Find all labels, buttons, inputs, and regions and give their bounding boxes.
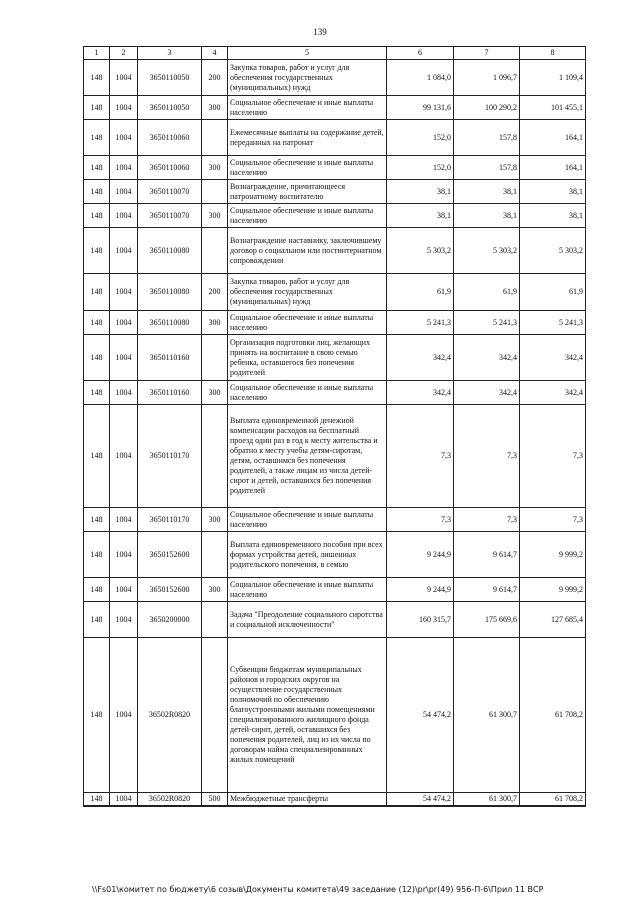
amount-year2: 342,4 — [454, 335, 520, 381]
section-code: 1004 — [110, 120, 138, 156]
expense-type — [202, 532, 228, 578]
amount-year1: 7,3 — [387, 508, 454, 532]
section-code: 1004 — [110, 311, 138, 335]
section-code: 1004 — [110, 228, 138, 274]
amount-year2: 61 300,7 — [454, 793, 520, 806]
ministry-code: 148 — [84, 578, 110, 602]
col-header: 5 — [228, 47, 387, 60]
target-article: 3650110050 — [138, 60, 202, 96]
table-row — [84, 381, 586, 405]
section-code: 1004 — [110, 532, 138, 578]
item-name: Вознаграждение наставнику, заключившему договор о социальном или постинтернатном сопровождении — [228, 228, 387, 274]
target-article: 3650110080 — [138, 311, 202, 335]
target-article: 3650110160 — [138, 335, 202, 381]
ministry-code: 148 — [84, 793, 110, 806]
section-code: 1004 — [110, 180, 138, 204]
section-code: 1004 — [110, 274, 138, 311]
amount-year2: 5 241,3 — [454, 311, 520, 335]
ministry-code: 148 — [84, 638, 110, 793]
expense-type: 300 — [202, 578, 228, 602]
section-code: 1004 — [110, 335, 138, 381]
ministry-code: 148 — [84, 335, 110, 381]
amount-year3: 61,9 — [520, 274, 586, 311]
amount-year1: 152,0 — [387, 156, 454, 180]
amount-year1: 7,3 — [387, 405, 454, 508]
item-name: Задача "Преодоление социального сиротства и социальной исключенности" — [228, 602, 387, 638]
table-row — [84, 204, 586, 228]
amount-year1: 342,4 — [387, 335, 454, 381]
col-header: 2 — [110, 47, 138, 60]
amount-year1: 152,0 — [387, 120, 454, 156]
item-name: Социальное обеспечение и иные выплаты населению — [228, 156, 387, 180]
col-header: 3 — [138, 47, 202, 60]
table-row — [84, 578, 586, 602]
amount-year1: 38,1 — [387, 180, 454, 204]
table-row — [84, 335, 586, 381]
ministry-code: 148 — [84, 204, 110, 228]
section-code: 1004 — [110, 578, 138, 602]
item-name: Межбюджетные трансферты — [228, 793, 387, 806]
section-code: 1004 — [110, 96, 138, 120]
target-article: 3650110060 — [138, 120, 202, 156]
ministry-code: 148 — [84, 602, 110, 638]
amount-year1: 160 315,7 — [387, 602, 454, 638]
target-article: 3650110170 — [138, 405, 202, 508]
amount-year3: 61 708,2 — [520, 638, 586, 793]
section-code: 1004 — [110, 60, 138, 96]
amount-year3: 1 109,4 — [520, 60, 586, 96]
item-name: Субвенции бюджетам муниципальных районов и городских округов на осуществление государственных полномочий по обеспечению благоустроенными жилыми помещениями специализированного жилищного фонда детей-сирот, детей, оставшихся без попечения родителей, лиц из их числа по договорам найма специализированных жилых помещений — [228, 638, 387, 793]
target-article: 3650200000 — [138, 602, 202, 638]
amount-year2: 61 300,7 — [454, 638, 520, 793]
expense-type: 300 — [202, 311, 228, 335]
amount-year3: 7,3 — [520, 405, 586, 508]
amount-year1: 342,4 — [387, 381, 454, 405]
target-article: 3650110070 — [138, 180, 202, 204]
target-article: 36502R0820 — [138, 793, 202, 806]
target-article: 3650152600 — [138, 578, 202, 602]
table-header — [84, 47, 586, 60]
section-code: 1004 — [110, 638, 138, 793]
budget-table — [83, 46, 586, 807]
target-article: 36502R0820 — [138, 638, 202, 793]
amount-year2: 61,9 — [454, 274, 520, 311]
item-name: Ежемесячные выплаты на содержание детей, переданных на патронат — [228, 120, 387, 156]
item-name: Социальное обеспечение и иные выплаты населению — [228, 96, 387, 120]
table-row — [84, 228, 586, 274]
amount-year1: 1 084,0 — [387, 60, 454, 96]
expense-type: 200 — [202, 60, 228, 96]
item-name: Выплата единовременного пособия при всех формах устройства детей, лишенных родительского попечения, в семью — [228, 532, 387, 578]
ministry-code: 148 — [84, 120, 110, 156]
expense-type — [202, 405, 228, 508]
col-header: 1 — [84, 47, 110, 60]
ministry-code: 148 — [84, 381, 110, 405]
expense-type: 300 — [202, 156, 228, 180]
item-name: Вознаграждение, причитающееся патронатному воспитателю — [228, 180, 387, 204]
amount-year3: 5 303,2 — [520, 228, 586, 274]
table-row — [84, 602, 586, 638]
amount-year3: 38,1 — [520, 204, 586, 228]
expense-type — [202, 638, 228, 793]
target-article: 3650152600 — [138, 532, 202, 578]
item-name: Социальное обеспечение и иные выплаты населению — [228, 204, 387, 228]
section-code: 1004 — [110, 793, 138, 806]
section-code: 1004 — [110, 204, 138, 228]
table-row — [84, 96, 586, 120]
ministry-code: 148 — [84, 311, 110, 335]
table-body — [84, 60, 586, 806]
item-name: Социальное обеспечение и иные выплаты населению — [228, 381, 387, 405]
expense-type: 500 — [202, 793, 228, 806]
ministry-code: 148 — [84, 60, 110, 96]
item-name: Социальное обеспечение и иные выплаты населению — [228, 311, 387, 335]
expense-type: 300 — [202, 381, 228, 405]
table-row — [84, 60, 586, 96]
amount-year3: 5 241,3 — [520, 311, 586, 335]
ministry-code: 148 — [84, 180, 110, 204]
expense-type — [202, 120, 228, 156]
expense-type — [202, 602, 228, 638]
amount-year3: 38,1 — [520, 180, 586, 204]
section-code: 1004 — [110, 405, 138, 508]
ministry-code: 148 — [84, 405, 110, 508]
item-name: Организация подготовки лиц, желающих принять на воспитание в свою семью ребенка, оставшегося без попечения родителей — [228, 335, 387, 381]
amount-year3: 164,1 — [520, 120, 586, 156]
ministry-code: 148 — [84, 532, 110, 578]
section-code: 1004 — [110, 508, 138, 532]
table-row — [84, 793, 586, 806]
amount-year1: 5 303,2 — [387, 228, 454, 274]
amount-year1: 54 474,2 — [387, 638, 454, 793]
table-row — [84, 311, 586, 335]
target-article: 3650110080 — [138, 228, 202, 274]
section-code: 1004 — [110, 381, 138, 405]
expense-type: 200 — [202, 274, 228, 311]
item-name: Выплата единовременной денежной компенсации расходов на бесплатный проезд один раз в год к месту жительства и обратно к месту учебы детям-сиротам, детям, оставшимся без попечения родителей, а также лицам из числа детей-сирот и детей, оставшихся без попечения родителей — [228, 405, 387, 508]
expense-type — [202, 180, 228, 204]
expense-type — [202, 228, 228, 274]
table-row — [84, 274, 586, 311]
ministry-code: 148 — [84, 274, 110, 311]
ministry-code: 148 — [84, 96, 110, 120]
amount-year3: 9 999,2 — [520, 532, 586, 578]
amount-year2: 9 614,7 — [454, 578, 520, 602]
item-name: Социальное обеспечение и иные выплаты населению — [228, 508, 387, 532]
item-name: Закупка товаров, работ и услуг для обеспечения государственных (муниципальных) нужд — [228, 60, 387, 96]
target-article: 3650110060 — [138, 156, 202, 180]
ministry-code: 148 — [84, 508, 110, 532]
target-article: 3650110170 — [138, 508, 202, 532]
target-article: 3650110080 — [138, 274, 202, 311]
amount-year3: 342,4 — [520, 381, 586, 405]
table-row — [84, 508, 586, 532]
amount-year3: 164,1 — [520, 156, 586, 180]
section-code: 1004 — [110, 602, 138, 638]
header-row — [84, 47, 586, 60]
expense-type — [202, 335, 228, 381]
amount-year3: 101 455,1 — [520, 96, 586, 120]
amount-year1: 54 474,2 — [387, 793, 454, 806]
expense-type: 300 — [202, 508, 228, 532]
amount-year2: 38,1 — [454, 180, 520, 204]
page-number: 139 — [313, 27, 327, 37]
amount-year2: 38,1 — [454, 204, 520, 228]
amount-year3: 127 685,4 — [520, 602, 586, 638]
amount-year1: 99 131,6 — [387, 96, 454, 120]
amount-year2: 157,8 — [454, 156, 520, 180]
table-row — [84, 120, 586, 156]
table-row — [84, 532, 586, 578]
amount-year1: 61,9 — [387, 274, 454, 311]
section-code: 1004 — [110, 156, 138, 180]
ministry-code: 148 — [84, 156, 110, 180]
amount-year1: 9 244,9 — [387, 532, 454, 578]
ministry-code: 148 — [84, 228, 110, 274]
table-row — [84, 156, 586, 180]
expense-type: 300 — [202, 204, 228, 228]
col-header: 8 — [520, 47, 586, 60]
amount-year2: 7,3 — [454, 405, 520, 508]
amount-year1: 38,1 — [387, 204, 454, 228]
col-header: 7 — [454, 47, 520, 60]
target-article: 3650110050 — [138, 96, 202, 120]
amount-year2: 7,3 — [454, 508, 520, 532]
amount-year2: 1 096,7 — [454, 60, 520, 96]
table-row — [84, 638, 586, 793]
amount-year2: 9 614,7 — [454, 532, 520, 578]
amount-year2: 5 303,2 — [454, 228, 520, 274]
amount-year1: 5 241,3 — [387, 311, 454, 335]
target-article: 3650110160 — [138, 381, 202, 405]
amount-year2: 175 669,6 — [454, 602, 520, 638]
amount-year1: 9 244,9 — [387, 578, 454, 602]
amount-year3: 61 708,2 — [520, 793, 586, 806]
amount-year2: 157,8 — [454, 120, 520, 156]
table-row — [84, 180, 586, 204]
amount-year3: 7,3 — [520, 508, 586, 532]
item-name: Закупка товаров, работ и услуг для обеспечения государственных (муниципальных) нужд — [228, 274, 387, 311]
item-name: Социальное обеспечение и иные выплаты населению — [228, 578, 387, 602]
col-header: 4 — [202, 47, 228, 60]
table-row — [84, 405, 586, 508]
amount-year3: 342,4 — [520, 335, 586, 381]
col-header: 6 — [387, 47, 454, 60]
target-article: 3650110070 — [138, 204, 202, 228]
amount-year2: 100 290,2 — [454, 96, 520, 120]
amount-year3: 9 999,2 — [520, 578, 586, 602]
file-path-footer: \\Fs01\комитет по бюджету\6 созыв\Документы комитета\49 заседание (12)\pr\pr(49) 956-П-6\Прил 11 ВСР — [92, 885, 544, 894]
expense-type: 300 — [202, 96, 228, 120]
amount-year2: 342,4 — [454, 381, 520, 405]
